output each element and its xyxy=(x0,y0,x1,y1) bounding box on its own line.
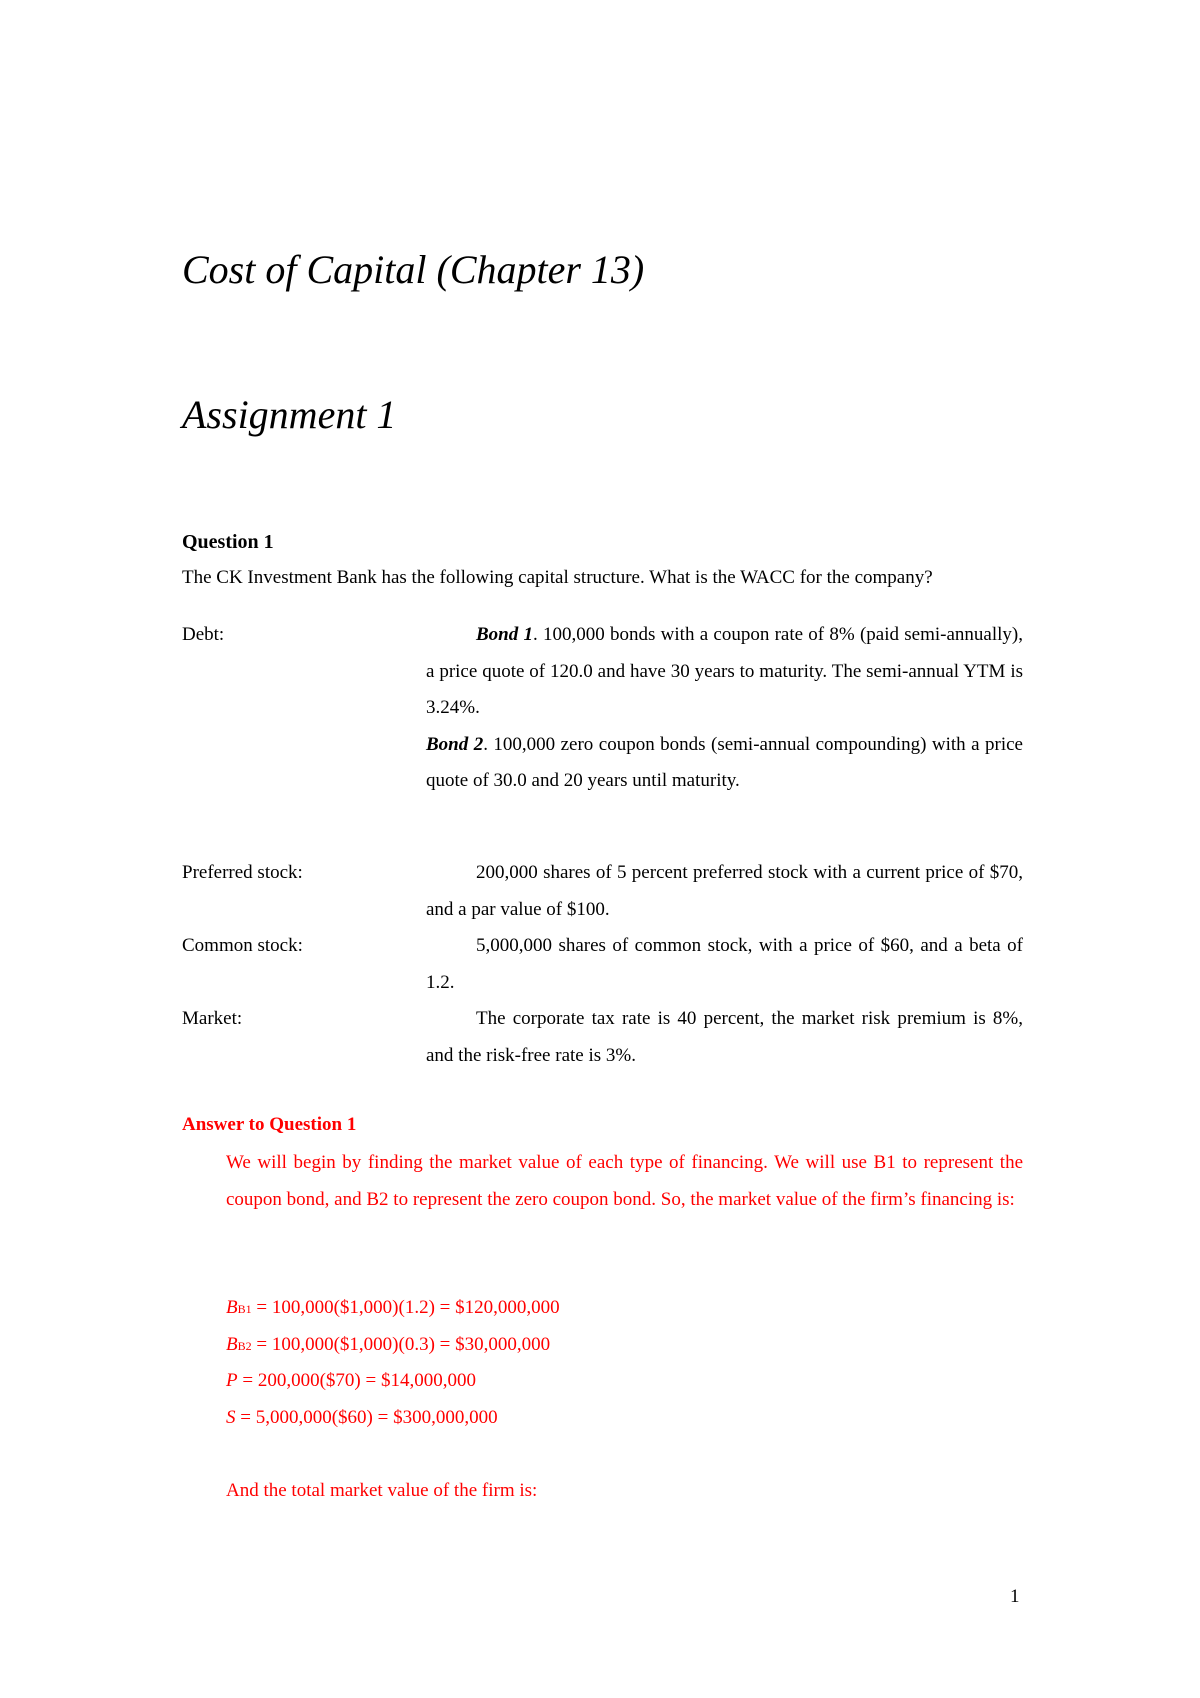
assignment-title: Assignment 1 xyxy=(182,392,397,437)
equation-expression: = 100,000($1,000)(0.3) = $30,000,000 xyxy=(251,1334,551,1355)
equation-subscript: B2 xyxy=(237,1339,252,1353)
equation-s xyxy=(226,1400,498,1438)
bond2-name: Bond 2 xyxy=(426,733,484,755)
bond2-text: . 100,000 zero coupon bonds (semi-annual compounding) with a price quote of 30.0 and 20 years until maturity. xyxy=(426,733,1023,791)
equation-expression: = 200,000($70) = $14,000,000 xyxy=(237,1370,476,1391)
answer-heading: Answer to Question 1 xyxy=(182,1114,357,1135)
answer-intro: We will begin by finding the market value of each type of financing. We will use B1 to represent the coupon bond, and B2 to represent the zero coupon bond. So, the market value of the firm’s financing is: xyxy=(226,1152,1023,1210)
equation-subscript: B1 xyxy=(237,1302,252,1316)
equation-variable: B xyxy=(226,1297,238,1318)
question-heading: Question 1 xyxy=(182,531,274,553)
bond1-name: Bond 1 xyxy=(476,624,533,645)
market-label: Market: xyxy=(182,1008,243,1029)
equation-b1 xyxy=(226,1290,560,1328)
common-label: Common stock: xyxy=(182,935,303,956)
market-description: The corporate tax rate is 40 percent, the market risk premium is 8%, and the risk-free rate is 3%. xyxy=(426,1008,1023,1066)
equation-expression: = 100,000($1,000)(1.2) = $120,000,000 xyxy=(251,1297,560,1318)
bond2-paragraph xyxy=(426,727,1023,800)
equation-variable: S xyxy=(226,1407,236,1428)
equation-variable: P xyxy=(226,1370,238,1391)
preferred-label: Preferred stock: xyxy=(182,862,303,883)
common-description: 5,000,000 shares of common stock, with a price of $60, and a beta of 1.2. xyxy=(426,935,1023,993)
bond1-paragraph xyxy=(426,617,1023,727)
total-market-value-intro: And the total market value of the firm is: xyxy=(226,1480,538,1501)
preferred-description: 200,000 shares of 5 percent preferred stock with a current price of $70, and a par value of $100. xyxy=(426,862,1023,920)
equation-expression: = 5,000,000($60) = $300,000,000 xyxy=(235,1407,498,1428)
equation-variable: B xyxy=(226,1334,238,1355)
bond1-text: . 100,000 bonds with a coupon rate of 8% (paid semi-annually), a price quote of 120.0 and have 30 years to maturity. The semi-annual YTM is 3.24%. xyxy=(426,624,1023,718)
equation-p xyxy=(226,1363,476,1401)
page-number: 1 xyxy=(1010,1586,1020,1607)
debt-label: Debt: xyxy=(182,624,225,645)
equation-b2 xyxy=(226,1327,550,1365)
debt-description xyxy=(426,617,1023,800)
question-text: The CK Investment Bank has the following capital structure. What is the WACC for the company? xyxy=(182,567,933,588)
document-title: Cost of Capital (Chapter 13) xyxy=(182,247,645,292)
